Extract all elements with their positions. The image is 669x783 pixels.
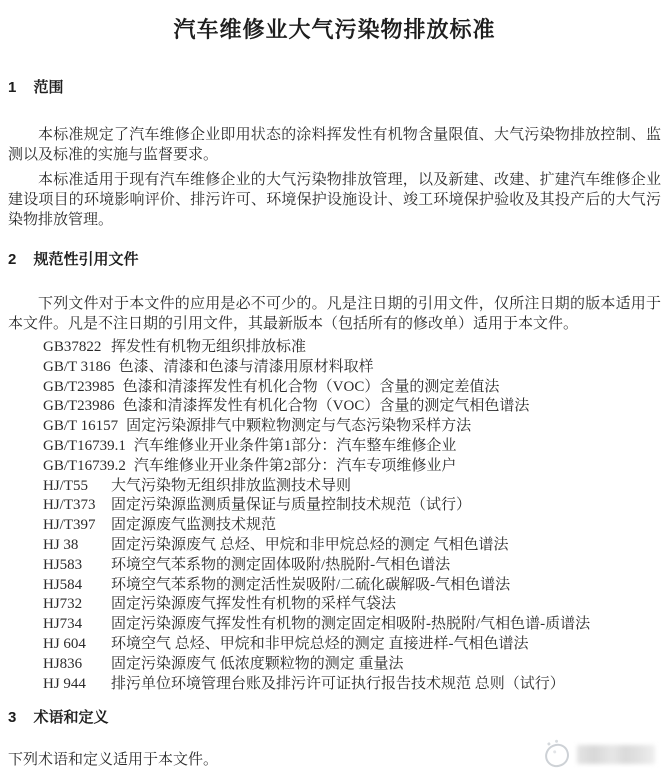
- reference-title: 固定污染源废气 低浓度颗粒物的测定 重量法: [111, 655, 404, 672]
- document-title: 汽车维修业大气污染物排放标准: [173, 17, 496, 42]
- reference-code: GB/T16739.2: [43, 457, 126, 474]
- reference-item: [43, 358, 661, 378]
- reference-item: [43, 536, 661, 556]
- section-3-title: 术语和定义: [33, 709, 109, 727]
- reference-title: 挥发性有机物无组织排放标准: [111, 339, 307, 355]
- document-page: [0, 14, 669, 770]
- terms-intro-paragraph: 下列术语和定义适用于本文件。: [8, 752, 219, 769]
- reference-item: [43, 437, 661, 457]
- reference-item: [43, 595, 661, 615]
- reference-title: 固定污染源废气挥发性有机物的采样气袋法: [111, 596, 397, 613]
- reference-title: 排污单位环境管理台账及排污许可证执行报告技术规范 总则（试行）: [111, 675, 565, 692]
- reference-title: 固定源废气监测技术规范: [111, 517, 277, 534]
- reference-code: HJ 604: [43, 635, 86, 652]
- reference-item: [43, 477, 661, 497]
- reference-item: [43, 615, 661, 635]
- reference-item: [43, 496, 661, 516]
- section-2-heading: [8, 250, 661, 270]
- section-normative-references: [8, 250, 661, 694]
- section-1-number: 1: [8, 79, 17, 96]
- reference-item: [43, 417, 661, 437]
- scope-paragraph-2: 本标准适用于现有汽车维修企业的大气污染物排放管理，以及新建、改建、扩建汽车维修企业建设项目的环境影响评价、排污许可、环境保护设施设计、竣工环境保护验收及其投产后的大气污染物排放管理。: [8, 172, 661, 228]
- reference-code: GB/T 16157: [43, 418, 119, 435]
- reference-title: 环境空气 总烃、甲烷和非甲烷总烃的测定 直接进样-气相色谱法: [111, 635, 529, 652]
- reference-code: HJ836: [43, 655, 83, 672]
- section-3-heading: [8, 708, 661, 728]
- reference-item: [43, 655, 661, 675]
- reference-title: 环境空气苯系物的测定固体吸附/热脱附-气相色谱法: [111, 556, 451, 573]
- references-intro-paragraph: 下列文件对于本文件的应用是必不可少的。凡是注日期的引用文件，仅所注日期的版本适用于本文件。凡是不注日期的引用文件，其最新版本（包括所有的修改单）适用于本文件。: [8, 296, 661, 332]
- section-1-heading: [8, 78, 661, 98]
- section-1-title: 范围: [33, 79, 64, 96]
- reference-code: HJ732: [43, 596, 83, 613]
- reference-title: 固定污染源废气挥发性有机物的测定固定相吸附-热脱附/气相色谱-质谱法: [111, 616, 591, 633]
- reference-code: GB/T23986: [43, 398, 115, 415]
- reference-code: GB/T 3186: [43, 358, 111, 375]
- reference-item: [43, 635, 661, 655]
- reference-title: 固定污染源监测质量保证与质量控制技术规范（试行）: [111, 497, 472, 514]
- reference-code: HJ 38: [43, 536, 79, 553]
- reference-code: GB37822: [43, 339, 102, 355]
- reference-code: HJ734: [43, 616, 83, 633]
- reference-item: [43, 516, 661, 536]
- reference-title: 色漆、清漆和色漆与清漆用原材料取样: [118, 358, 374, 375]
- blurred-logo-icon: [543, 742, 571, 769]
- section-2-title: 规范性引用文件: [33, 251, 139, 268]
- reference-code: HJ/T55: [43, 477, 88, 494]
- reference-code: GB/T23985: [43, 378, 115, 395]
- reference-title: 色漆和清漆挥发性有机化合物（VOC）含量的测定气相色谱法: [122, 398, 530, 415]
- reference-list: [8, 338, 661, 694]
- reference-title: 固定污染源排气中颗粒物测定与气态污染物采样方法: [126, 418, 472, 435]
- watermark: [543, 738, 658, 770]
- reference-item: [43, 457, 661, 477]
- reference-item: [43, 378, 661, 398]
- scope-paragraph-1: 本标准规定了汽车维修企业即用状态的涂料挥发性有机物含量限值、大气污染物排放控制、监测以及标准的实施与监督要求。: [8, 127, 661, 163]
- reference-title: 汽车维修业开业条件第2部分：汽车专项维修业户: [133, 457, 457, 474]
- section-2-number: 2: [8, 251, 17, 268]
- reference-title: 固定污染源废气 总烃、甲烷和非甲烷总烃的测定 气相色谱法: [111, 536, 509, 553]
- reference-item: [43, 675, 661, 695]
- reference-code: HJ584: [43, 576, 83, 593]
- reference-title: 色漆和清漆挥发性有机化合物（VOC）含量的测定差值法: [122, 378, 500, 395]
- reference-code: HJ 944: [43, 675, 86, 692]
- reference-title: 环境空气苯系物的测定活性炭吸附/二硫化碳解吸-气相色谱法: [111, 576, 511, 593]
- reference-code: HJ583: [43, 556, 83, 573]
- reference-code: HJ/T373: [43, 497, 96, 514]
- reference-item: [43, 576, 661, 596]
- reference-item: [43, 556, 661, 576]
- reference-item: [43, 397, 661, 417]
- blurred-watermark-text: [577, 745, 655, 764]
- reference-code: GB/T16739.1: [43, 437, 126, 454]
- section-scope: [8, 78, 661, 230]
- reference-item: [43, 338, 661, 358]
- reference-title: 大气污染物无组织排放监测技术导则: [111, 477, 352, 494]
- reference-code: HJ/T397: [43, 517, 96, 534]
- reference-title: 汽车维修业开业条件第1部分：汽车整车维修企业: [133, 437, 457, 454]
- section-3-number: 3: [8, 709, 17, 727]
